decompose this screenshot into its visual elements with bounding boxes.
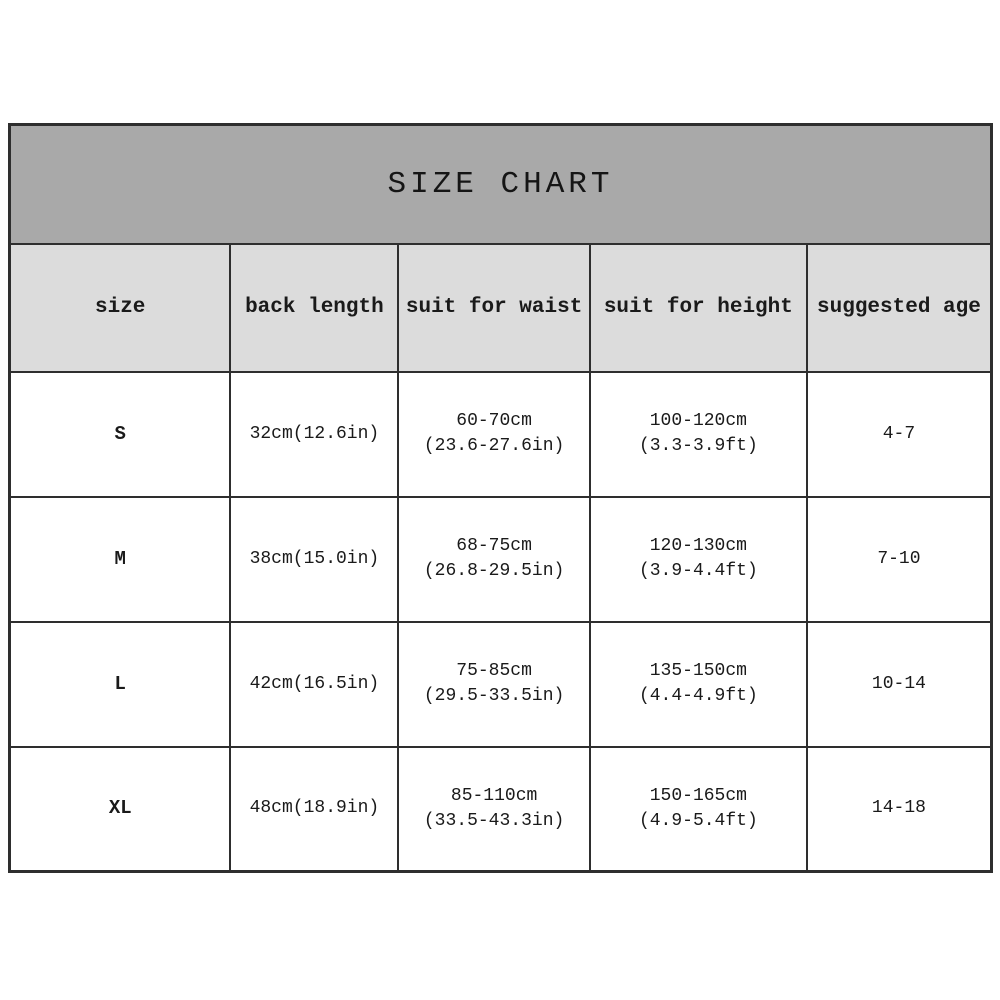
- height-range-ft: (3.9-4.4ft): [638, 561, 758, 581]
- cell-size: S: [10, 372, 231, 497]
- header-cell-size: size: [10, 244, 231, 372]
- cell-suit-for-height: [590, 372, 807, 497]
- cell-suit-for-waist: [398, 747, 589, 872]
- cell-back-length: 38cm(15.0in): [230, 497, 398, 622]
- cell-back-length: 42cm(16.5in): [230, 622, 398, 747]
- header-cell-suit-for-waist: suit for waist: [398, 244, 589, 372]
- size-chart-table: [8, 123, 993, 873]
- waist-range-cm: 85-110cm: [450, 785, 538, 806]
- height-range-cm: 135-150cm: [649, 661, 747, 681]
- page-title: SIZE CHART: [10, 125, 992, 244]
- height-range-cm: 100-120cm: [649, 411, 747, 431]
- table-row-s: [10, 372, 992, 497]
- height-range-cm: 150-165cm: [649, 785, 747, 806]
- cell-suggested-age: 7-10: [807, 497, 992, 622]
- cell-suit-for-waist: [398, 372, 589, 497]
- height-range-cm: 120-130cm: [649, 536, 747, 556]
- cell-suit-for-waist: [398, 622, 589, 747]
- cell-suggested-age: 10-14: [807, 622, 992, 747]
- height-range-ft: (4.9-5.4ft): [638, 810, 758, 831]
- header-cell-back-length: back length: [230, 244, 398, 372]
- waist-range-in: (23.6-27.6in): [423, 436, 565, 456]
- table-header-row: [10, 244, 992, 372]
- cell-back-length: 48cm(18.9in): [230, 747, 398, 872]
- table-row-l: [10, 622, 992, 747]
- height-range-ft: (4.4-4.9ft): [638, 686, 758, 706]
- cell-back-length: 32cm(12.6in): [230, 372, 398, 497]
- waist-range-in: (33.5-43.3in): [423, 810, 565, 831]
- header-cell-suit-for-height: suit for height: [590, 244, 807, 372]
- cell-suit-for-waist: [398, 497, 589, 622]
- height-range-ft: (3.3-3.9ft): [638, 436, 758, 456]
- waist-range-cm: 75-85cm: [456, 661, 532, 681]
- cell-suit-for-height: [590, 747, 807, 872]
- cell-suit-for-height: [590, 622, 807, 747]
- waist-range-cm: 60-70cm: [456, 411, 532, 431]
- cell-size: L: [10, 622, 231, 747]
- banner-row: [10, 125, 992, 244]
- waist-range-cm: 68-75cm: [456, 536, 532, 556]
- table-row-m: [10, 497, 992, 622]
- cell-size: XL: [10, 747, 231, 872]
- cell-size: M: [10, 497, 231, 622]
- waist-range-in: (29.5-33.5in): [423, 686, 565, 706]
- cell-suggested-age: 14-18: [807, 747, 992, 872]
- waist-range-in: (26.8-29.5in): [423, 561, 565, 581]
- cell-suit-for-height: [590, 497, 807, 622]
- table-row-xl: [10, 747, 992, 872]
- cell-suggested-age: 4-7: [807, 372, 992, 497]
- header-cell-suggested-age: suggested age: [807, 244, 992, 372]
